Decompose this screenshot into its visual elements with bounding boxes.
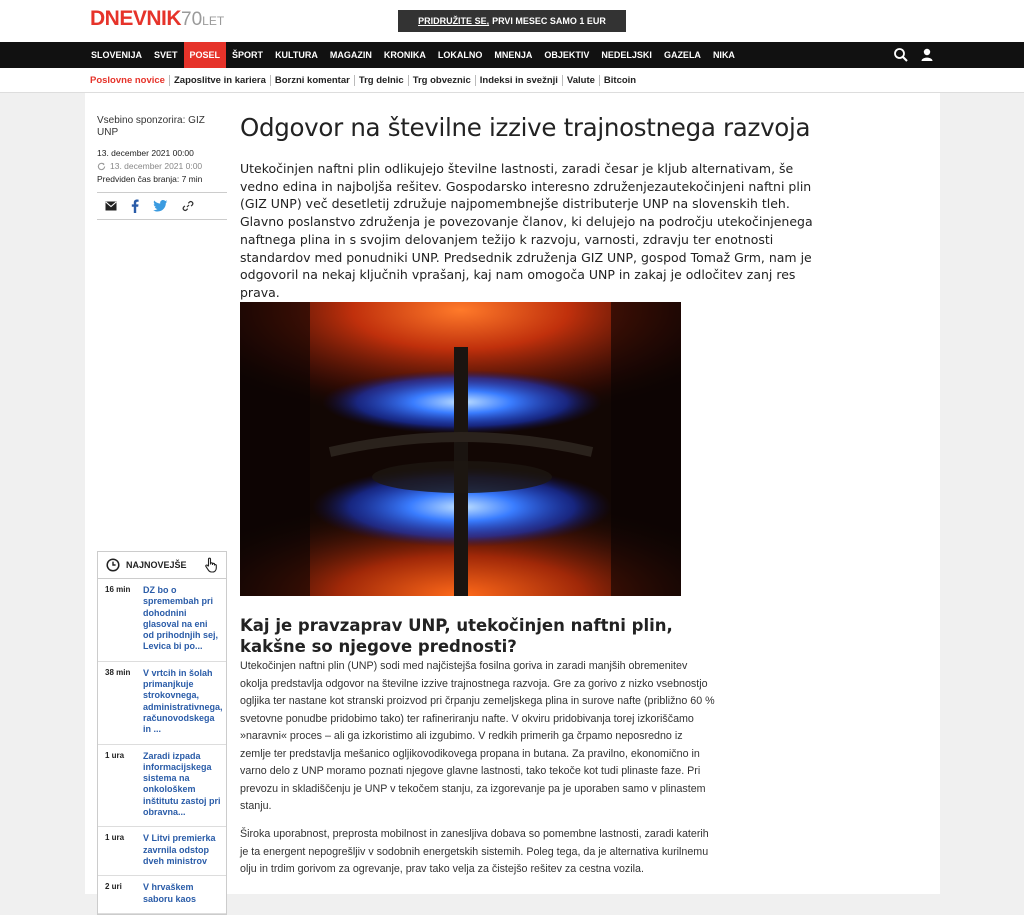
nav-item-mnenja[interactable]: MNENJA (494, 50, 533, 60)
main-nav (0, 42, 1024, 68)
news-time: 16 min (105, 585, 131, 594)
subnav-item[interactable]: Bitcoin (599, 75, 640, 86)
news-title-link[interactable]: V vrtcih in šolah primanjkuje strokovnega, administrativnega, računovodskega in ... (143, 667, 223, 735)
nav-item-magazin[interactable]: MAGAZIN (329, 50, 372, 60)
article-lead: Utekočinjen naftni plin odlikujejo številne lastnosti, zaradi česar je kljub alternativam, še vedno edina in najboljša rešitev. Gospodarsko interesno združenjezautekočinjeni naftni plin (GIZ UNP) več desetletij združuje najpomembnejše distributerje UNP na slovenskih tleh. Glavno poslanstvo združenja je povezovanje članov, ki delujejo na področju utekočinjenega naftnega plina in s svojim delovanjem težijo k razvoju, varnosti, zdravju ter enotnosti standardov med ponudniki UNP. Predsednik združenja GIZ UNP, gospod Tomaž Grm, nam je odgovoril na nekaj ključnih vprašanj, kaj nam omogoča UNP in zakaj je odločitev zanj res prava. (240, 161, 813, 300)
nav-item-nika[interactable]: NIKA (712, 50, 735, 60)
gas-burner-image (240, 302, 681, 596)
sub-nav (0, 68, 1024, 93)
article-paragraph-2: Široka uporabnost, preprosta mobilnost in zanesljiva dobava so pomembne lastnosti, zaradi katerih je ta energent nepogrešljiv v sodobnih energetskih sistemih. Poleg tega, da je alternativa kurilnemu olju in trdim gorivom za ogrevanje, prav tako velja za čistejšo rešitev za cestna vozila. (240, 828, 709, 875)
nav-item-kronika[interactable]: KRONIKA (383, 50, 426, 60)
subnav-item[interactable]: Borzni komentar (270, 75, 354, 86)
news-time: 1 ura (105, 833, 125, 843)
user-icon[interactable] (919, 47, 935, 63)
article-photo (240, 302, 681, 596)
latest-news-list (98, 579, 226, 914)
share-bar (97, 192, 227, 220)
news-title-link[interactable]: DZ bo o spremembah pri dohodnini glasoval na eni od prihodnjih sej, Levica bi po... (143, 585, 218, 652)
nav-item-objektiv[interactable]: OBJEKTIV (544, 50, 590, 60)
twitter-icon[interactable] (153, 200, 168, 212)
news-title-link[interactable]: V Litvi premierka zavrnila odstop dveh ministrov (143, 833, 216, 866)
news-time: 38 min (105, 667, 131, 677)
facebook-icon[interactable] (131, 199, 139, 213)
nav-item-posel[interactable]: POSEL (184, 42, 227, 68)
news-time: 2 uri (105, 882, 122, 892)
subnav-item[interactable]: Trg delnic (354, 75, 408, 86)
read-time: Predviden čas branja: 7 min (97, 174, 203, 184)
nav-item-gazela[interactable]: GAZELA (663, 50, 701, 60)
link-icon[interactable] (182, 200, 194, 212)
latest-news-widget (97, 551, 227, 915)
refresh-icon (97, 162, 110, 171)
nav-item-šport[interactable]: ŠPORT (232, 50, 264, 60)
latest-news-item[interactable] (98, 876, 226, 914)
news-time: 1 ura (105, 750, 125, 760)
article-subheading: Kaj je pravzaprav UNP, utekočinjen naftni plin, kakšne so njegove prednosti? (240, 616, 673, 656)
latest-news-item[interactable] (98, 745, 226, 828)
updated-date: 13. december 2021 0:00 (110, 161, 203, 171)
main-nav-items (85, 42, 741, 68)
article-meta (97, 115, 227, 220)
subnav-item[interactable]: Valute (562, 75, 599, 86)
subnav-item[interactable]: Poslovne novice (90, 74, 165, 86)
top-bar (0, 0, 1024, 42)
clock-icon (106, 558, 120, 572)
promo-text: PRVI MESEC SAMO 1 EUR (492, 16, 606, 26)
logo-years: 70 (181, 9, 203, 30)
search-icon[interactable] (893, 47, 909, 63)
news-title-link[interactable]: Zaradi izpada informacijskega sistema na onkološkem inštitutu zastoj pri obravna... (143, 750, 221, 818)
sub-nav-items (90, 68, 640, 92)
latest-news-item[interactable] (98, 662, 226, 745)
news-title-link[interactable]: V hrvaškem saboru kaos (143, 882, 197, 904)
subnav-item[interactable]: Trg obveznic (408, 75, 475, 86)
site-logo[interactable] (90, 7, 224, 31)
sponsor-text: Vsebino sponzorira: GIZ UNP (97, 115, 205, 138)
latest-news-title: NAJNOVEJŠE (126, 560, 187, 570)
nav-item-slovenija[interactable]: SLOVENIJA (91, 50, 143, 60)
updated-date-row (97, 161, 227, 171)
article-paragraph-1: Utekočinjen naftni plin (UNP) sodi med najčistejša fosilna goriva in zaradi manjših obremenitev okolja predstavlja odgovor na številne izzive trajnostnega razvoja. Gre za gorivo z nizko vsebnostjo ogljika ter nastane kot stranski proizvod pri črpanju zemeljskega plina in surove nafte (približno 60 % svetovne ponudbe pridobimo tako) ter rafineriranju nafte. V okviru pridobivanja torej izkoriščamo »naravni« proces – ali ga izkoristimo ali izgubimo. V redkih primerih ga črpamo neposredno iz zemlje ter predstavlja mešanico ogljikovodikovega propana in butana. Za pravilno, ekonomično in varno delo z UNP moramo poznati njegove glavne lastnosti, tako tekoče kot tudi plinaste faze. Pri prevozu in skladiščenju je UNP v tekočem stanju, za izgorevanje pa je uporaben samo v plinastem stanju. (240, 660, 715, 812)
promo-banner[interactable] (398, 10, 626, 32)
latest-news-item[interactable] (98, 579, 226, 662)
latest-news-item[interactable] (98, 827, 226, 876)
email-icon[interactable] (105, 201, 117, 211)
logo-years-suffix: LET (202, 14, 225, 28)
nav-item-nedeljski[interactable]: NEDELJSKI (601, 50, 652, 60)
content-area (85, 93, 940, 904)
hand-pointer-icon[interactable] (204, 557, 218, 573)
article-title: Odgovor na številne izzive trajnostnega razvoja (240, 113, 811, 142)
logo-text: DNEVNIK (90, 7, 182, 30)
published-date: 13. december 2021 00:00 (97, 148, 194, 158)
subnav-item[interactable]: Indeksi in svežnji (475, 75, 562, 86)
nav-item-lokalno[interactable]: LOKALNO (437, 50, 483, 60)
subnav-item[interactable]: Zaposlitve in kariera (169, 75, 270, 86)
latest-news-header (98, 552, 226, 579)
nav-item-kultura[interactable]: KULTURA (275, 50, 318, 60)
nav-item-svet[interactable]: SVET (154, 50, 178, 60)
promo-link[interactable]: PRIDRUŽITE SE, (418, 16, 490, 26)
